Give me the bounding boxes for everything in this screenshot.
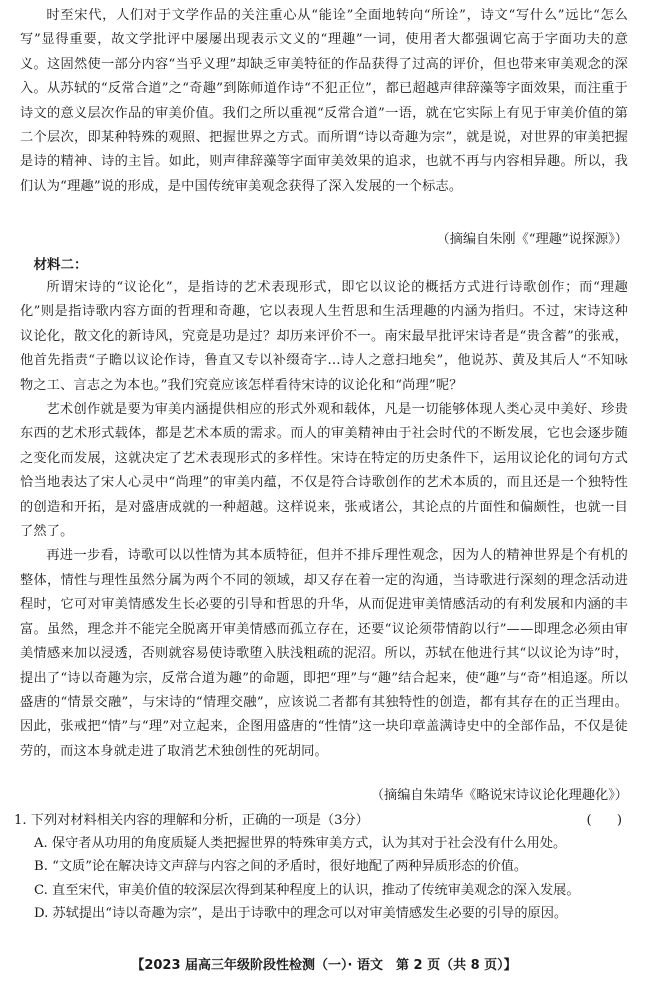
option-b: B. “文质”论在解决诗文声辞与内容之间的矛盾时，很好地配了两种异质形态的价值。 [34, 859, 528, 875]
material-two-source: （摘编自朱靖华《略说宋诗议论化理趣化》） [370, 788, 628, 803]
material-two [20, 276, 628, 764]
material-one [20, 4, 628, 199]
material-one-source: （摘编自朱刚《“理趣”说探源》） [436, 232, 628, 247]
page-footer: 【2023 届高三年级阶段性检测（一）· 语文 第 2 页（共 8 页）】 [131, 958, 517, 973]
option-c: C. 直至宋代，审美价值的较深层次得到某种程度上的认识，推动了传统审美观念的深入发展。 [34, 882, 580, 898]
material-one-paragraph: 时至宋代，人们对于文学作品的关注重心从“能诠”全面地转向“所诠”，诗文“写什么”远比“怎么写”显得重要，故文学批评中屡屡出现表示文义的“理趣”一词，使用者大都强调它高于字面功夫的意义。这固然使一部分内容“当乎义理”却缺乏审美特征的作品获得了过高的评价，但也带来审美观念的深入。从苏轼的“反常合道”之“奇趣”到陈师道作诗“不犯正位”，都已超越声律辞藻等字面效果，而注重于诗文的意义层次作品的审美价值。我们之所以重视“反常合道”一语，就在它实际上有见于审美价值的第二个层次，即某种特殊的观照、把握世界之方式。而所谓“诗以奇趣为宗”，就是说，对世界的审美把握是诗的精神、诗的主旨。如此，则声律辞藻等字面审美效果的追求，也就不再与内容相异趣。所以，我们认为“理趣”说的形成，是中国传统审美观念获得了深入发展的一个标志。 [20, 8, 628, 194]
question-1-stem: 1. 下列对材料相关内容的理解和分析，正确的一项是（3分） [14, 813, 369, 828]
material-two-paragraph-3: 再进一步看，诗歌可以以性情为其本质特征，但并不排斥理性观念，因为人的精神世界是个有机的整体，情性与理性虽然分属为两个不同的领域，却又存在着一定的沟通，当诗歌进行深刻的理念活动进程时，它可对审美情感发生长必要的引导和哲思的升华，从而促进审美情感活动的有利发展和内涵的丰富。虽然，理念并不能完全脱离开审美情感而孤立存在，还要“议论须带情韵以行”——即理念必须由审美情感来加以浸透，否则就容易使诗歌堕入肤浅粗疏的泥沼。所以，苏轼在他进行其“以议论为诗”时，提出了“诗以奇趣为宗，反常合道为趣”的命题，即把“理”与“趣”结合起来，使“趣”与“奇”相追逐。所以盛唐的“情景交融”，与宋诗的“情理交融”，应该说二者都有其独特性的创造，都有其存在的正当理由。因此，张戒把“情”与“理”对立起来，企图用盛唐的“性情”这一块印章盖满诗史中的全部作品，不仅是徒劳的，而这本身就走进了取消艺术独创性的死胡同。 [20, 548, 628, 759]
option-d: D. 苏轼提出“诗以奇趣为宗”，是出于诗歌中的理念可以对审美情感发生必要的引导的原因。 [34, 905, 568, 921]
material-two-paragraph-1: 所谓宋诗的“议论化”，是指诗的艺术表现形式，即它以议论的概括方式进行诗歌创作；而“理趣化”则是指诗歌内容方面的哲理和奇趣，它以表现人生哲思和生活理趣的内涵为指归。不过，宋诗这种议论化，散文化的新诗风，究竟是功是过？却历来评价不一。南宋最早批评宋诗者是“贵含蓄”的张戒，他首先指责“子瞻以议论作诗，鲁直又专以补缀奇字…诗人之意扫地矣”，他说苏、黄及其后人“不知咏物之工、言志之为本也。”我们究竟应该怎样看待宋诗的议论化和“尚理”呢？ [20, 280, 628, 393]
answer-blank: ( ) [586, 813, 622, 828]
option-a: A. 保守者从功用的角度质疑人类把握世界的特殊审美方式，认为其对于社会没有什么用处。 [34, 836, 567, 852]
question-1 [14, 809, 632, 925]
material-two-paragraph-2: 艺术创作就是要为审美内涵提供相应的形式外观和载体，凡是一切能够体现人类心灵中美好、珍贵东西的艺术形式载体，都是艺术本质的需求。而人的审美精神由于社会时代的不断发展，它也会逐步随之变化而发展，这就决定了艺术表现形式的多样性。宋诗在特定的历史条件下，运用议论化的词句方式恰当地表达了宋人心灵中“尚理”的审美内蕴，不仅是符合诗歌创作的艺术本质的，而且还是一个独特性的创造和开拓，是对盛唐成就的一种超越。这样说来，张戒诸公，其论点的片面性和偏颇性，也就一目了然了。 [20, 402, 628, 540]
material-two-heading: 材料二： [33, 257, 88, 273]
